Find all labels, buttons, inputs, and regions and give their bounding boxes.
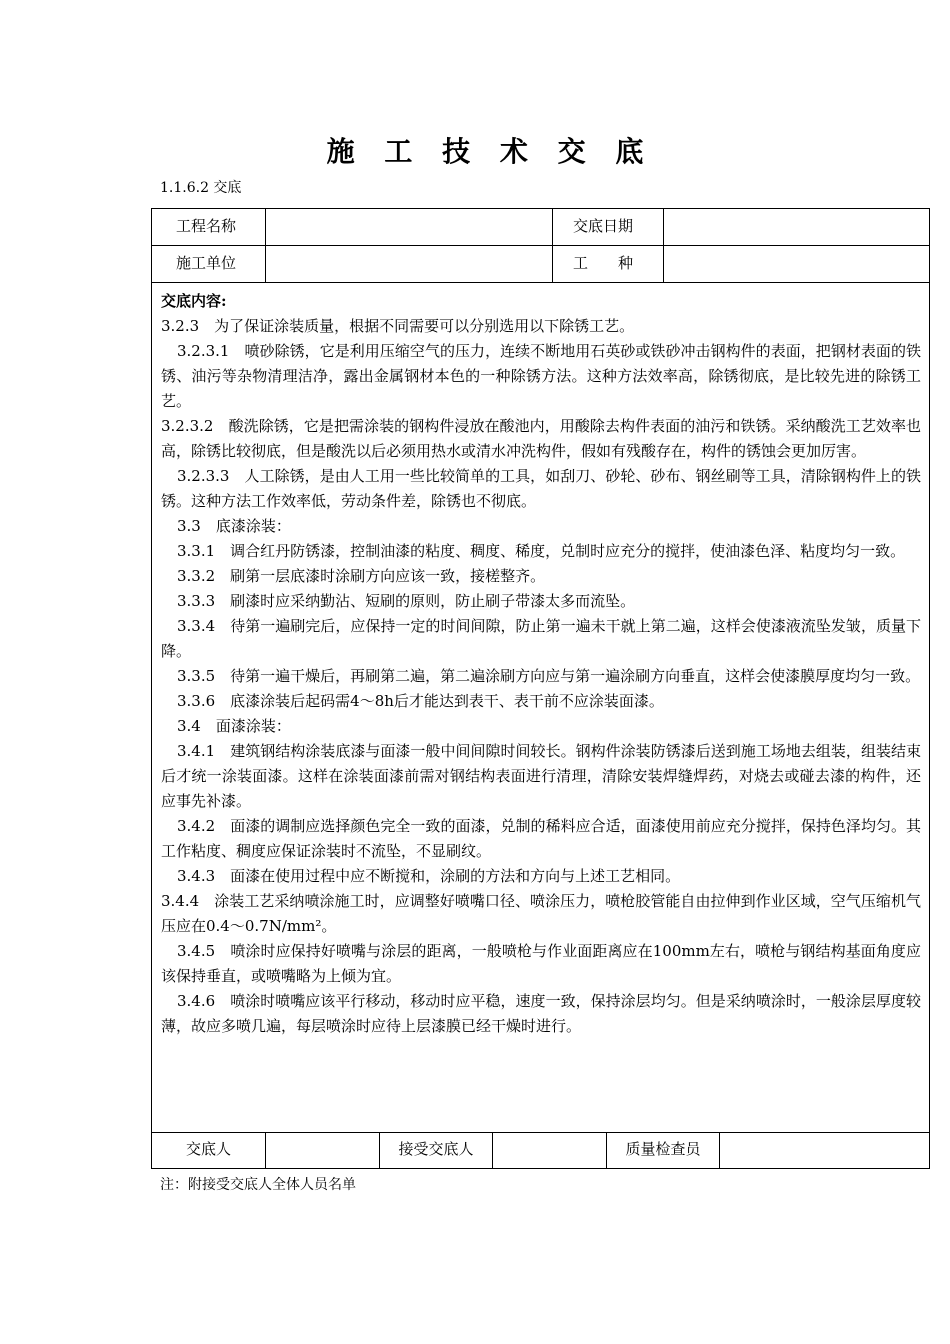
signature-row: [152, 1133, 929, 1168]
paragraph: 3.3.2 刷第一层底漆时涂刷方向应该一致，接槎整齐。: [177, 567, 546, 585]
paragraph: 3.2.3.2 酸洗除锈，它是把需涂装的钢构件浸放在酸池内，用酸除去构件表面的油污和铁锈。采纳酸洗工艺效率也高，除锈比较彻底，但是酸洗以后必须用热水或清水冲洗构件，假如有残酸存在，构件的锈蚀会更加厉害。: [161, 417, 921, 460]
document-title: 施 工 技 术 交 底: [326, 135, 654, 168]
paragraph: 3.3.5 待第一遍干燥后，再刷第二遍，第二遍涂刷方向应与第一遍涂刷方向垂直，这样会使漆膜厚度均匀一致。: [177, 667, 921, 685]
inspector-label: 质量检查员: [607, 1133, 720, 1168]
paragraph: 3.3.4 待第一遍刷完后，应保持一定的时间间隙，防止第一遍未干就上第二遍，这样会使漆液流坠发皱，质量下降。: [161, 617, 921, 660]
disclosure-form: [151, 208, 930, 1169]
construction-unit-field[interactable]: [266, 246, 553, 282]
paragraph: 3.2.3.1 喷砂除锈，它是利用压缩空气的压力，连续不断地用石英砂或铁砂冲击钢构件的表面，把钢材表面的铁锈、油污等杂物清理洁净，露出金属钢材本色的一种除锈方法。这种方法效率高，除锈彻底，是比较先进的除锈工艺。: [161, 342, 921, 410]
section-number: 1.1.6.2 交底: [160, 180, 242, 196]
paragraph: 3.4.5 喷涂时应保持好喷嘴与涂层的距离，一般喷枪与作业面距离应在100mm左右，喷枪与钢结构基面角度应该保持垂直，或喷嘴略为上倾为宜。: [161, 942, 921, 985]
form-row-unit: [152, 246, 929, 283]
paragraph: 3.3.3 刷漆时应采纳勤沾、短刷的原则，防止刷子带漆太多而流坠。: [177, 592, 636, 610]
disclosure-content: [152, 283, 929, 1133]
construction-unit-label: 施工单位: [152, 246, 266, 282]
paragraph: 3.4.1 建筑钢结构涂装底漆与面漆一般中间间隙时间较长。钢构件涂装防锈漆后送到施工场地去组装，组装结束后才统一涂装面漆。这样在涂装面漆前需对钢结构表面进行清理，清除安装焊缝焊药，对烧去或碰去漆的构件，还应事先补漆。: [161, 742, 921, 810]
date-label: 交底日期: [553, 209, 664, 245]
trade-field[interactable]: [664, 246, 929, 282]
paragraph: 3.3.6 底漆涂装后起码需4～8h后才能达到表干、表干前不应涂装面漆。: [177, 692, 664, 710]
paragraph: 3.4.2 面漆的调制应选择颜色完全一致的面漆，兑制的稀料应合适，面漆使用前应充分搅拌，保持色泽均匀。其工作粘度、稠度应保证涂装时不流坠，不显刷纹。: [161, 817, 921, 860]
paragraph: 3.2.3 为了保证涂装质量，根据不同需要可以分别选用以下除锈工艺。: [161, 317, 635, 335]
receiver-label: 接受交底人: [380, 1133, 493, 1168]
inspector-field[interactable]: [720, 1133, 929, 1168]
paragraph: 3.2.3.3 人工除锈，是由人工用一些比较简单的工具，如刮刀、砂轮、砂布、钢丝刷等工具，清除钢构件上的铁锈。这种方法工作效率低，劳动条件差，除锈也不彻底。: [161, 467, 921, 510]
paragraph: 3.3.1 调合红丹防锈漆，控制油漆的粘度、稠度、稀度，兑制时应充分的搅拌，使油漆色泽、粘度均匀一致。: [177, 542, 906, 560]
footnote: 注：附接受交底人全体人员名单: [160, 1177, 356, 1193]
form-row-project: [152, 209, 929, 246]
project-name-field[interactable]: [266, 209, 553, 245]
paragraph: 3.4.4 涂装工艺采纳喷涂施工时，应调整好喷嘴口径、喷涂压力，喷枪胶管能自由拉伸到作业区域，空气压缩机气压应在0.4～0.7N/mm²。: [161, 892, 921, 935]
receiver-field[interactable]: [493, 1133, 607, 1168]
paragraph: 3.4.3 面漆在使用过程中应不断搅和，涂刷的方法和方向与上述工艺相同。: [177, 867, 681, 885]
project-name-label: 工程名称: [152, 209, 266, 245]
content-label: 交底内容:: [161, 292, 227, 310]
paragraph: 3.4 面漆涂装：: [177, 717, 291, 735]
presenter-field[interactable]: [266, 1133, 380, 1168]
presenter-label: 交底人: [152, 1133, 266, 1168]
trade-label: 工 种: [553, 246, 664, 282]
paragraph: 3.3 底漆涂装：: [177, 517, 291, 535]
date-field[interactable]: [664, 209, 929, 245]
paragraph: 3.4.6 喷涂时喷嘴应该平行移动，移动时应平稳，速度一致，保持涂层均匀。但是采纳喷涂时，一般涂层厚度较薄，故应多喷几遍，每层喷涂时应待上层漆膜已经干燥时进行。: [161, 992, 921, 1035]
